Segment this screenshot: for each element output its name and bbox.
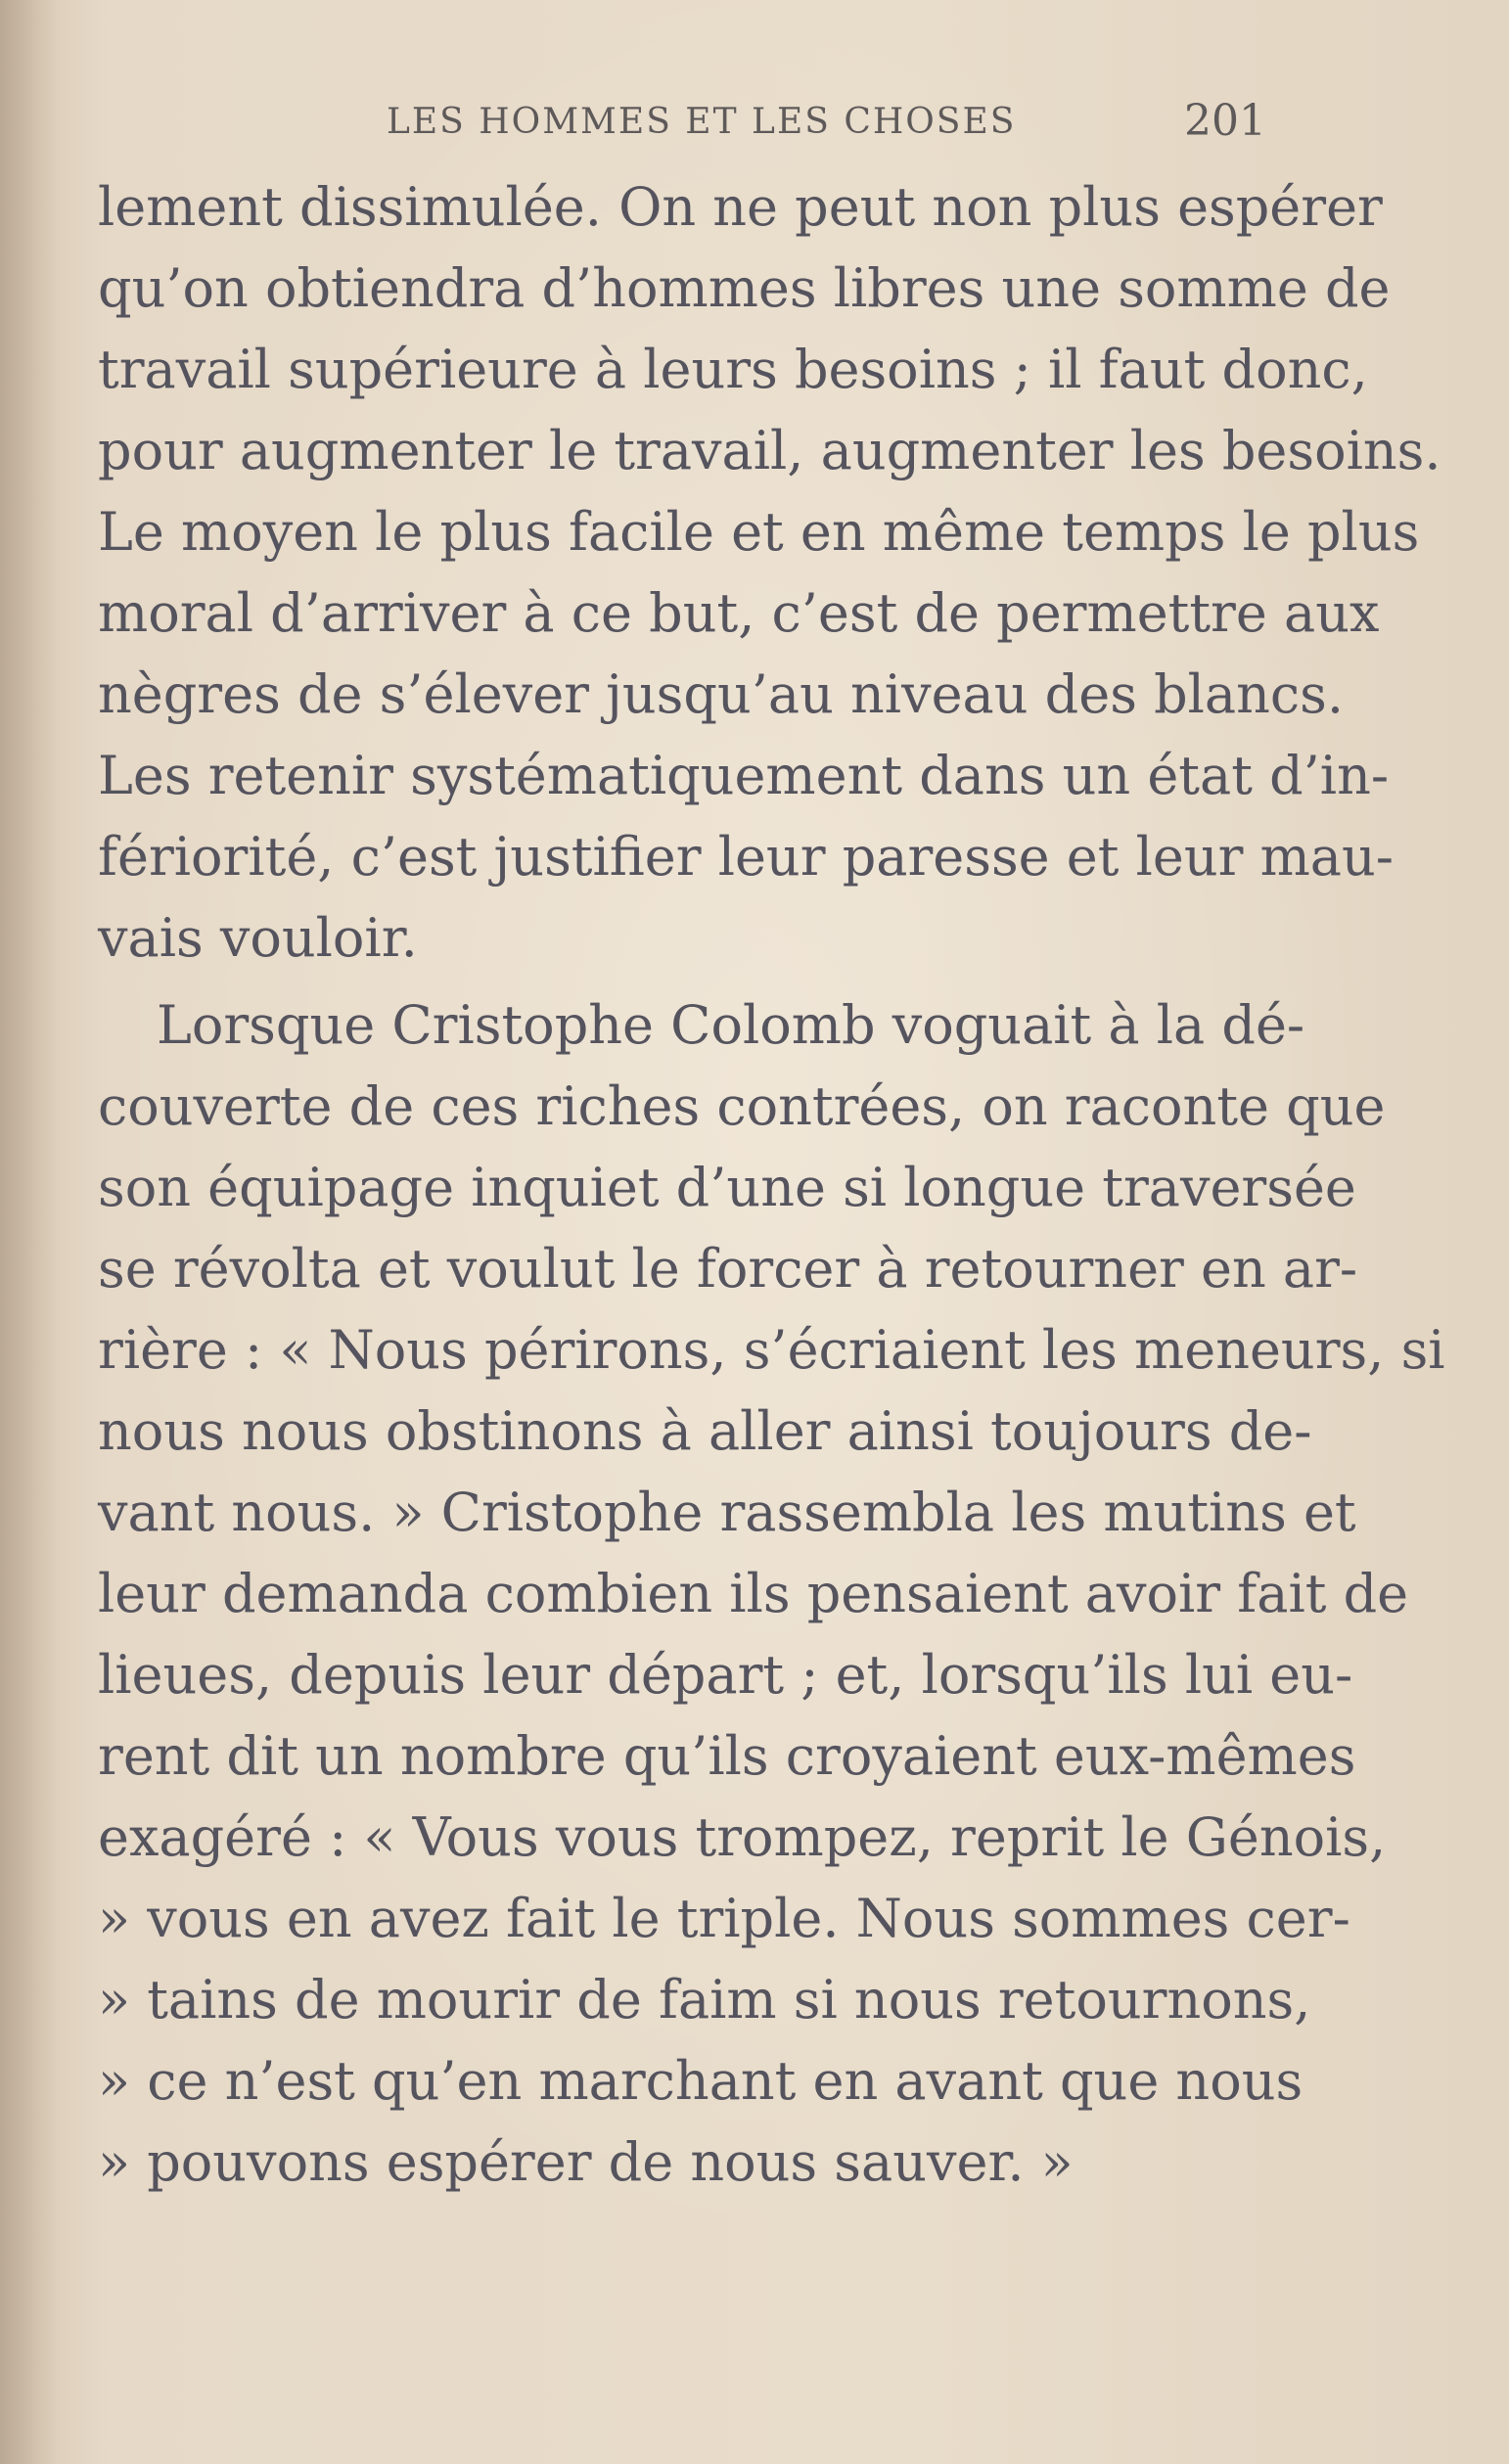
text-line: » tains de mourir de faim si nous retournons, — [98, 1969, 1311, 2031]
text-line: vais vouloir. — [98, 907, 418, 969]
page-header — [98, 96, 1272, 155]
running-head: LES HOMMES ET LES CHOSES — [387, 102, 1017, 142]
text-line: Le moyen le plus facile et en même temps le plus — [98, 501, 1420, 563]
spine-shadow — [0, 0, 59, 2464]
text-line: qu’on obtiendra d’hommes libres une somme de — [98, 257, 1391, 319]
text-line: rière : « Nous périrons, s’écriaient les meneurs, si — [98, 1319, 1445, 1381]
text-line: fériorité, c’est justifier leur paresse et leur mau- — [98, 826, 1395, 888]
text-line: se révolta et voulut le forcer à retourner en ar- — [98, 1238, 1358, 1300]
text-line: Les retenir systématiquement dans un état d’in- — [98, 745, 1390, 806]
text-line: Lorsque Cristophe Colomb voguait à la dé- — [157, 994, 1305, 1056]
text-line: rent dit un nombre qu’ils croyaient eux-mêmes — [98, 1725, 1356, 1787]
text-line: nous nous obstinons à aller ainsi toujours de- — [98, 1400, 1312, 1462]
text-line: » pouvons espérer de nous sauver. » — [98, 2131, 1074, 2193]
text-line: vant nous. » Cristophe rassembla les mutins et — [98, 1482, 1356, 1543]
text-line: pour augmenter le travail, augmenter les besoins. — [98, 420, 1441, 481]
text-line: moral d’arriver à ce but, c’est de permettre aux — [98, 582, 1380, 644]
text-line: couverte de ces riches contrées, on raconte que — [98, 1075, 1386, 1137]
page-number: 201 — [1184, 96, 1266, 146]
text-line: son équipage inquiet d’une si longue traversée — [98, 1157, 1356, 1218]
text-line: » ce n’est qu’en marchant en avant que nous — [98, 2050, 1303, 2112]
text-line: nègres de s’élever jusqu’au niveau des blancs. — [98, 663, 1345, 725]
text-line: travail supérieure à leurs besoins ; il faut donc, — [98, 339, 1368, 400]
text-line: exagéré : « Vous vous trompez, reprit le Génois, — [98, 1806, 1387, 1868]
text-line: lement dissimulée. On ne peut non plus espérer — [98, 176, 1383, 238]
text-line: lieues, depuis leur départ ; et, lorsqu’ils lui eu- — [98, 1644, 1353, 1706]
text-line: » vous en avez fait le triple. Nous sommes cer- — [98, 1888, 1350, 1949]
text-line: leur demanda combien ils pensaient avoir fait de — [98, 1563, 1409, 1624]
